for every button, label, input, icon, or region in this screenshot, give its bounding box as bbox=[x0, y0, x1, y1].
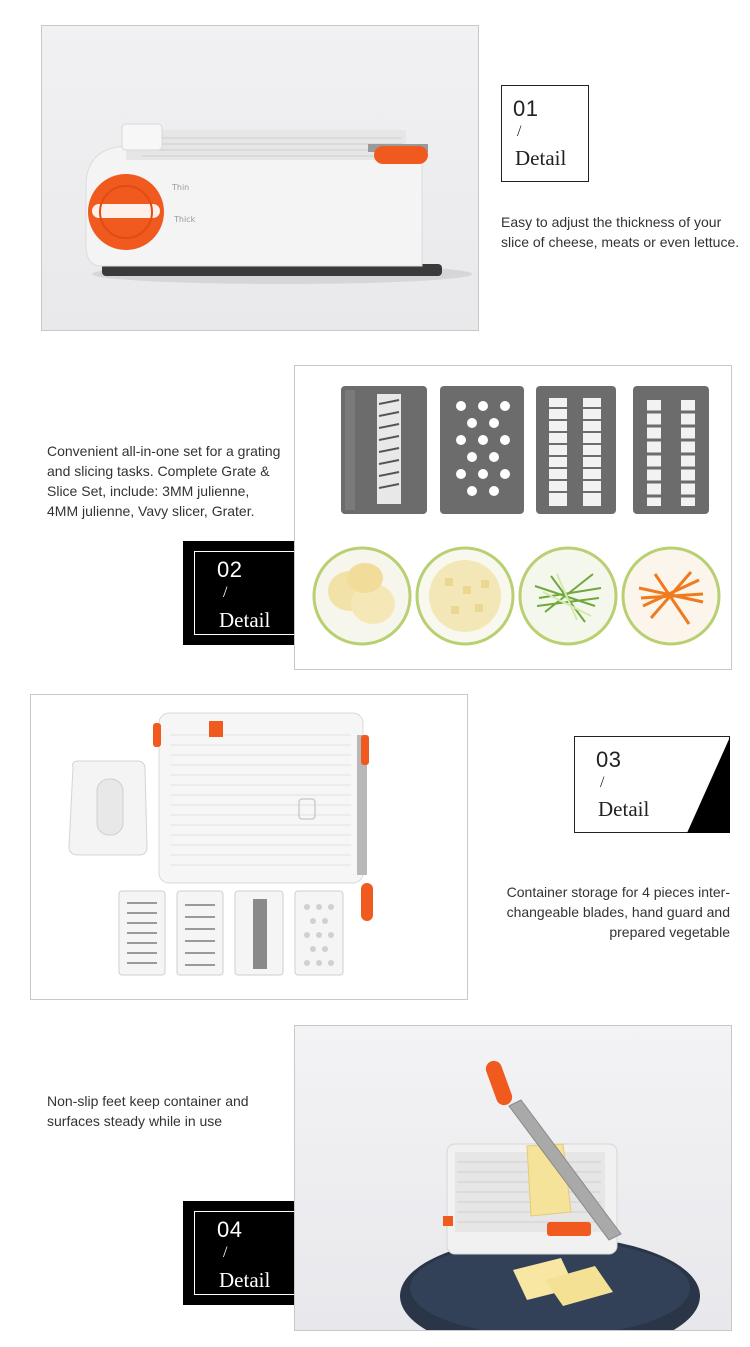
description-line: Convenient all-in-one set for a grating bbox=[47, 443, 281, 459]
svg-text:Thick: Thick bbox=[174, 215, 196, 224]
detail-label-03 bbox=[574, 736, 730, 833]
section-detail: Detail bbox=[219, 608, 271, 632]
grater-blade-icon bbox=[440, 386, 524, 514]
detail-label-04 bbox=[183, 1201, 296, 1305]
wavy-slicer-blade-icon bbox=[341, 386, 427, 514]
section-number: 02 bbox=[217, 557, 243, 582]
svg-text:Thin: Thin bbox=[172, 183, 190, 192]
product-photo-blades-and-food bbox=[294, 365, 732, 670]
section-description bbox=[47, 1091, 287, 1131]
section-number: 01 bbox=[513, 96, 539, 121]
section-slash: / bbox=[223, 1244, 228, 1261]
section-description bbox=[501, 212, 746, 252]
detail-label-01 bbox=[501, 85, 589, 182]
section-description bbox=[47, 441, 297, 521]
section-slash: / bbox=[600, 774, 605, 791]
blades-illustration bbox=[295, 366, 731, 669]
description-line: Slice Set, include: 3MM julienne, bbox=[47, 483, 250, 499]
description-line: Container storage for 4 pieces inter- bbox=[506, 884, 730, 900]
section-detail: Detail bbox=[515, 146, 567, 170]
julienne-3mm-blade-icon bbox=[536, 386, 616, 514]
grated-potato-icon bbox=[417, 548, 513, 644]
description-line: Non-slip feet keep container and bbox=[47, 1093, 249, 1109]
blade-set-row-icon bbox=[119, 891, 343, 975]
julienne-zucchini-icon bbox=[520, 548, 616, 644]
julienne-4mm-blade-icon bbox=[633, 386, 709, 514]
description-line: and slicing tasks. Complete Grate & bbox=[47, 463, 270, 479]
section-number: 04 bbox=[217, 1217, 243, 1242]
julienne-carrot-icon bbox=[623, 548, 719, 644]
cheese-slicing-illustration bbox=[295, 1026, 731, 1330]
hand-guard-icon bbox=[69, 761, 147, 855]
detail-label-02 bbox=[183, 541, 296, 645]
description-line: Easy to adjust the thickness of your bbox=[501, 214, 722, 230]
storage-illustration bbox=[31, 695, 467, 999]
section-number: 03 bbox=[596, 747, 622, 772]
description-line: 4MM julienne, Vavy slicer, Grater. bbox=[47, 503, 255, 519]
product-photo-slicer-side bbox=[41, 25, 479, 331]
description-line: surfaces steady while in use bbox=[47, 1113, 223, 1129]
slicer-side-illustration bbox=[42, 26, 478, 330]
section-slash: / bbox=[223, 584, 228, 601]
product-photo-cheese-slicing bbox=[294, 1025, 732, 1331]
section-detail: Detail bbox=[219, 1268, 271, 1292]
slicer-container-icon bbox=[153, 713, 373, 921]
product-photo-container-storage bbox=[30, 694, 468, 1000]
section-slash: / bbox=[517, 123, 522, 140]
description-line: slice of cheese, meats or even lettuce. bbox=[501, 234, 740, 250]
description-line: changeable blades, hand guard and bbox=[506, 904, 730, 920]
wavy-potato-slices-icon bbox=[314, 548, 410, 644]
description-line: prepared vegetable bbox=[609, 924, 730, 940]
section-detail: Detail bbox=[598, 797, 650, 821]
section-description bbox=[480, 882, 730, 942]
